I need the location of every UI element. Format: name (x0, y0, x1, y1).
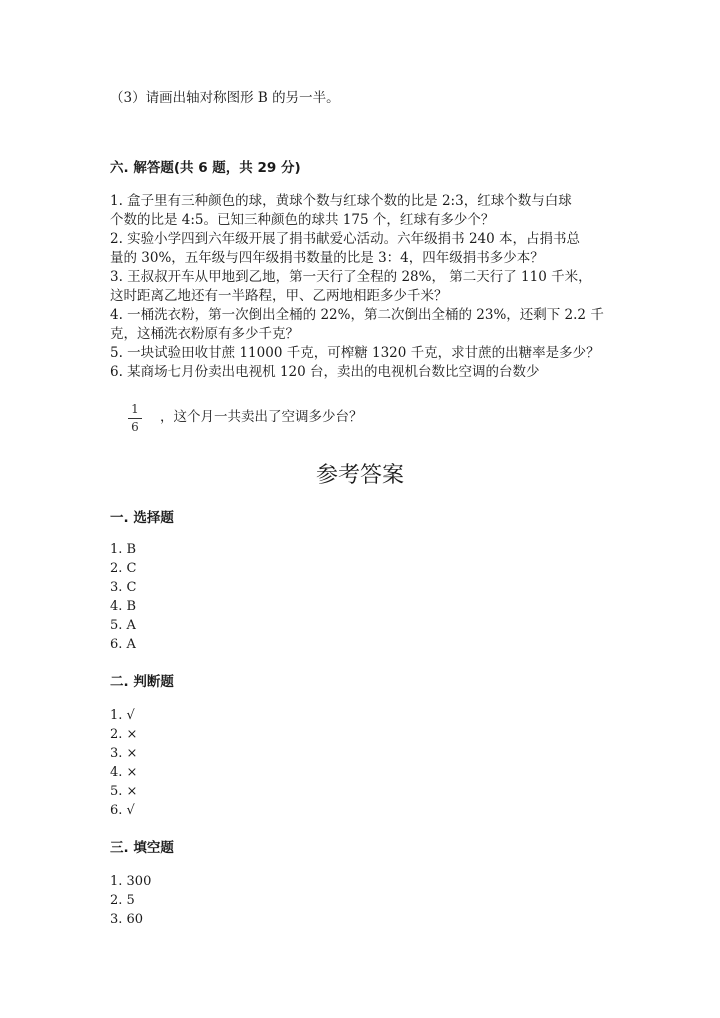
answer-item: 3. 60 (110, 912, 144, 927)
answer-item: 6. √ (110, 803, 135, 818)
fraction-one-sixth (128, 402, 142, 435)
q2-line2: 量的 30%，五年级与四年级捐书数量的比是 3：4，四年级捐书多少本？ (110, 250, 544, 266)
answer-item: 6. A (110, 637, 136, 652)
answer-item: 5. A (110, 618, 136, 633)
answer-item: 1. 300 (110, 874, 152, 889)
fraction-bar (128, 418, 142, 419)
answer-item: 2. C (110, 561, 137, 576)
fraction-numerator: 1 (131, 402, 139, 416)
answer-item: 1. B (110, 542, 137, 557)
q6-line: 6. 某商场七月份卖出电视机 120 台，卖出的电视机台数比空调的台数少 (110, 364, 540, 380)
answer-item: 5. × (110, 784, 138, 799)
answer-item: 1. √ (110, 708, 135, 723)
answer-item: 3. × (110, 746, 138, 761)
answer-item: 4. B (110, 599, 137, 614)
q3-line2: 这时距离乙地还有一半路程，甲、乙两地相距多少千米？ (110, 288, 448, 304)
q4-line2: 克，这桶洗衣粉原有多少千克？ (110, 326, 299, 342)
q1-line1: 1. 盒子里有三种颜色的球，黄球个数与红球个数的比是 2:3，红球个数与白球 (110, 193, 572, 209)
part3-prompt: （3）请画出轴对称图形 B 的另一半。 (110, 90, 340, 106)
answers-section2-heading: 二. 判断题 (110, 674, 174, 690)
answer-key-title: 参考答案 (315, 463, 404, 488)
answers-section3-heading: 三. 填空题 (110, 840, 174, 856)
q6-fraction-tail: ，这个月一共卖出了空调多少台？ (160, 409, 363, 425)
q4-line1: 4. 一桶洗衣粉，第一次倒出全桶的 22%，第二次倒出全桶的 23%，还剩下 2.2 千 (110, 307, 604, 323)
answer-item: 2. × (110, 727, 138, 742)
answer-item: 4. × (110, 765, 138, 780)
answer-item: 2. 5 (110, 893, 135, 908)
q3-line1: 3. 王叔叔开车从甲地到乙地，第一天行了全程的 28%， 第二天行了 110 千米， (110, 269, 592, 285)
q1-line2: 个数的比是 4:5。已知三种颜色的球共 175 个，红球有多少个？ (110, 212, 495, 228)
fraction-denominator: 6 (131, 420, 139, 434)
q5-line: 5. 一块试验田收甘蔗 11000 千克，可榨糖 1320 千克，求甘蔗的出糖率是多少？ (110, 345, 600, 361)
answers-section1-heading: 一. 选择题 (110, 510, 174, 526)
q2-line1: 2. 实验小学四到六年级开展了捐书献爱心活动。六年级捐书 240 本，占捐书总 (110, 231, 581, 247)
section6-heading: 六. 解答题(共 6 题，共 29 分) (110, 160, 301, 176)
answer-item: 3. C (110, 580, 137, 595)
